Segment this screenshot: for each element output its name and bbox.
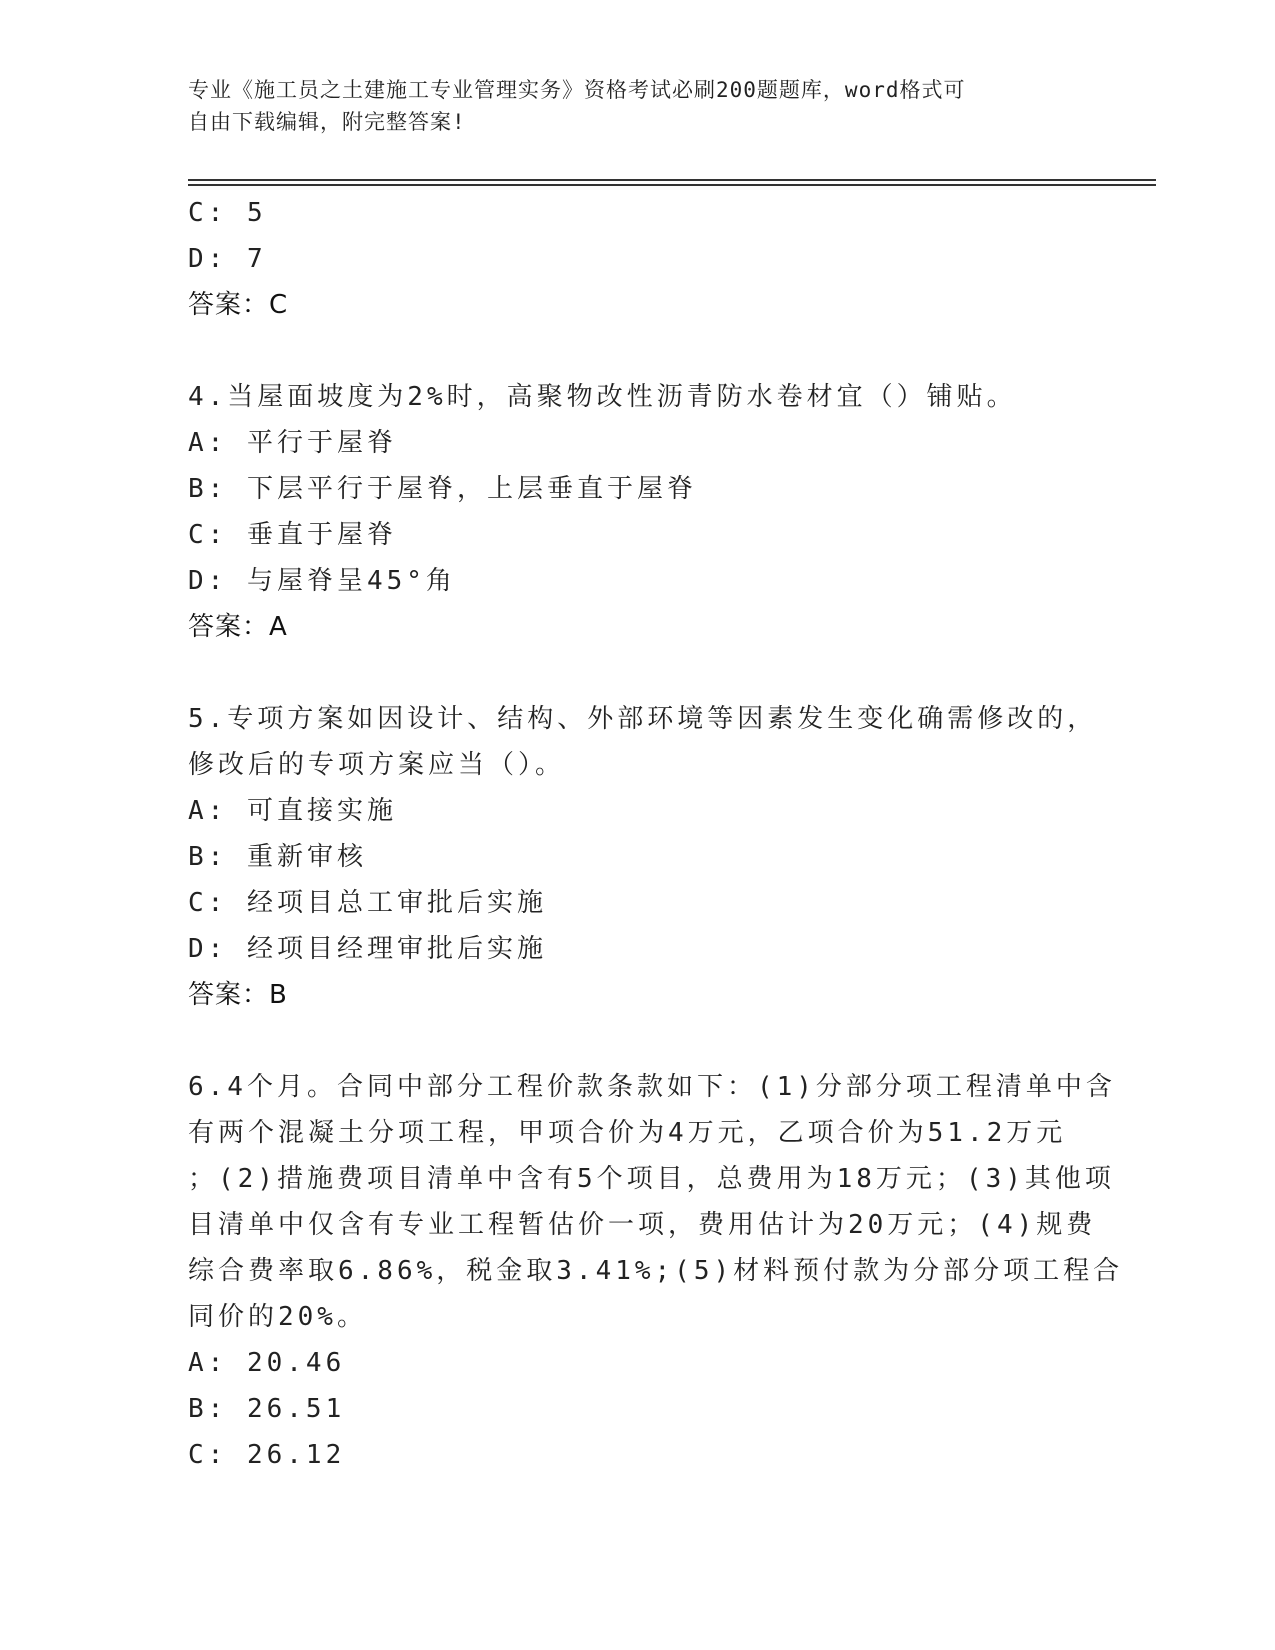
q5-stem-line-2: 修改后的专项方案应当（）。 bbox=[188, 750, 566, 780]
q4-stem: 4.当屋面坡度为2%时，高聚物改性沥青防水卷材宜（）铺贴。 bbox=[188, 382, 1017, 412]
q6-stem-line-2: 有两个混凝土分项工程，甲项合价为4万元，乙项合价为51.2万元 bbox=[188, 1118, 1067, 1148]
question-3-remainder bbox=[188, 190, 1088, 328]
spacer bbox=[188, 1018, 1088, 1064]
spacer bbox=[188, 328, 1088, 374]
spacer bbox=[188, 650, 1088, 696]
q3-option-c: C: 5 bbox=[188, 198, 267, 228]
q5-option-b: B: 重新审核 bbox=[188, 842, 367, 872]
q4-option-a: A: 平行于屋脊 bbox=[188, 428, 397, 458]
q5-option-c: C: 经项目总工审批后实施 bbox=[188, 888, 547, 918]
header-line-1: 专业《施工员之土建施工专业管理实务》资格考试必刷200题题库，word格式可 bbox=[188, 78, 966, 102]
question-4 bbox=[188, 374, 1088, 650]
q4-option-b: B: 下层平行于屋脊，上层垂直于屋脊 bbox=[188, 474, 697, 504]
q6-option-b: B: 26.51 bbox=[188, 1394, 346, 1424]
q4-option-c: C: 垂直于屋脊 bbox=[188, 520, 397, 550]
q6-option-a: A: 20.46 bbox=[188, 1348, 346, 1378]
q6-stem-line-5: 综合费率取6.86%，税金取3.41%;(5)材料预付款为分部分项工程合 bbox=[188, 1256, 1124, 1286]
q6-stem-line-3: ；(2)措施费项目清单中含有5个项目，总费用为18万元；(3)其他项 bbox=[188, 1164, 1115, 1194]
document-body bbox=[188, 190, 1124, 1478]
document-header bbox=[188, 74, 1088, 138]
q6-stem-line-6: 同价的20%。 bbox=[188, 1302, 367, 1332]
q5-stem-line-1: 5.专项方案如因设计、结构、外部环境等因素发生变化确需修改的， bbox=[188, 704, 1098, 734]
question-6 bbox=[188, 1064, 1124, 1478]
q5-answer: 答案：B bbox=[188, 980, 288, 1010]
question-5 bbox=[188, 696, 1098, 1018]
header-divider-top bbox=[188, 179, 1156, 181]
q6-stem-line-4: 目清单中仅含有专业工程暂估价一项，费用估计为20万元；(4)规费 bbox=[188, 1210, 1097, 1240]
q5-option-a: A: 可直接实施 bbox=[188, 796, 397, 826]
q5-option-d: D: 经项目经理审批后实施 bbox=[188, 934, 547, 964]
header-divider-bottom bbox=[188, 184, 1156, 186]
q4-answer: 答案：A bbox=[188, 612, 288, 642]
q6-stem-line-1: 6.4个月。合同中部分工程价款条款如下：(1)分部分项工程清单中含 bbox=[188, 1072, 1116, 1102]
q4-option-d: D: 与屋脊呈45°角 bbox=[188, 566, 456, 596]
header-line-2: 自由下载编辑，附完整答案! bbox=[188, 110, 466, 134]
q6-option-c: C: 26.12 bbox=[188, 1440, 346, 1470]
q3-option-d: D: 7 bbox=[188, 244, 267, 274]
q3-answer: 答案：C bbox=[188, 290, 289, 320]
